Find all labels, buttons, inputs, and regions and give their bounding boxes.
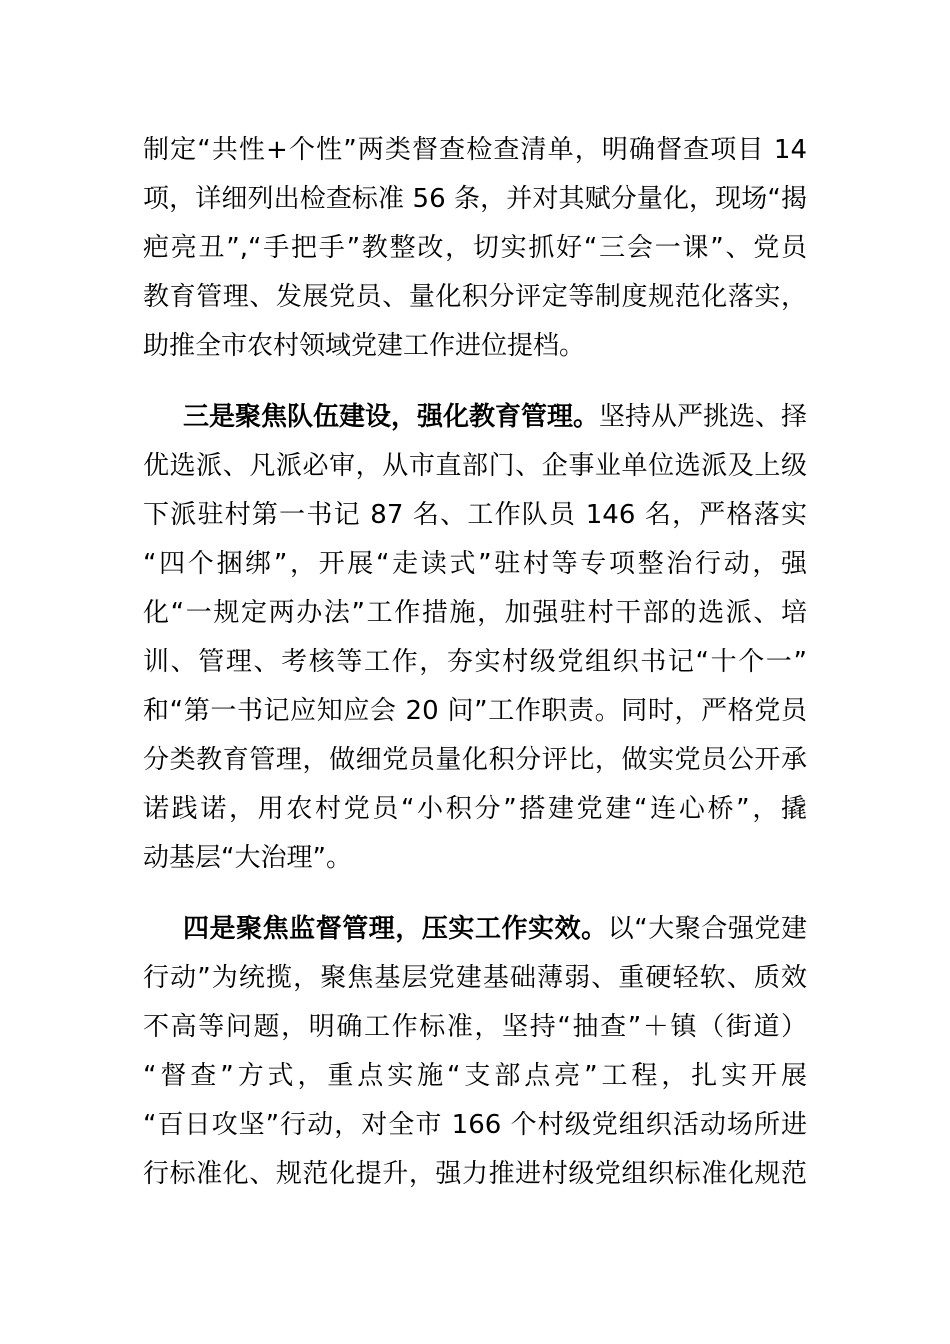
text-line: 不高等问题，明确工作标准，坚持“抽查”＋镇（街道） <box>143 1012 807 1042</box>
document-body <box>143 126 807 1199</box>
text-line: “四个捆绑”，开展“走读式”驻村等专项整治行动，强 <box>143 549 807 579</box>
paragraph-3 <box>143 905 807 1199</box>
text-line: 诺践诺，用农村党员“小积分”搭建党建“连心桥”，撬 <box>143 794 807 824</box>
paragraph-gap <box>143 371 807 393</box>
text-line: 和“第一书记应知应会 20 问”工作职责。同时，严格党员 <box>143 696 807 726</box>
paragraph-gap <box>143 883 807 905</box>
text-line: 行动”为统揽，聚焦基层党建基础薄弱、重硬轻软、质效 <box>143 963 807 993</box>
text-line: 动基层“大治理”。 <box>143 843 352 873</box>
text-line: “督查”方式，重点实施“支部点亮”工程，扎实开展 <box>143 1061 807 1091</box>
text-fragment: 以“大聚合强党建 <box>607 914 807 944</box>
text-line: 下派驻村第一书记 87 名、工作队员 146 名，严格落实 <box>143 500 807 530</box>
text-line: 分类教育管理，做细党员量化积分评比，做实党员公开承 <box>143 745 807 775</box>
text-line: 助推全市农村领域党建工作进位提档。 <box>143 331 586 361</box>
text-line: 行标准化、规范化提升，强力推进村级党组织标准化规范 <box>143 1159 807 1189</box>
paragraph-heading: 三是聚焦队伍建设，强化教育管理。 <box>183 402 600 432</box>
text-line: “百日攻坚”行动，对全市 166 个村级党组织活动场所进 <box>143 1110 807 1140</box>
text-line: 教育管理、发展党员、量化积分评定等制度规范化落实， <box>143 282 807 312</box>
text-line: 疤亮丑”,“手把手”教整改，切实抓好“三会一课”、党员 <box>143 233 807 263</box>
text-line: 制定“共性+个性”两类督查检查清单，明确督查项目 14 <box>143 135 807 165</box>
text-line: 化“一规定两办法”工作措施，加强驻村干部的选派、培 <box>143 598 807 628</box>
text-fragment: 坚持从严挑选、择 <box>599 402 808 432</box>
text-line: 项，详细列出检查标准 56 条，并对其赋分量化，现场“揭 <box>143 184 807 214</box>
text-line <box>143 905 807 954</box>
paragraph-2 <box>143 393 807 883</box>
paragraph-1 <box>143 126 807 371</box>
text-line: 训、管理、考核等工作，夯实村级党组织书记“十个一” <box>143 647 807 677</box>
text-line: 优选派、凡派必审，从市直部门、企事业单位选派及上级 <box>143 451 807 481</box>
text-line <box>143 393 807 442</box>
paragraph-heading: 四是聚焦监督管理，压实工作实效。 <box>183 914 608 944</box>
